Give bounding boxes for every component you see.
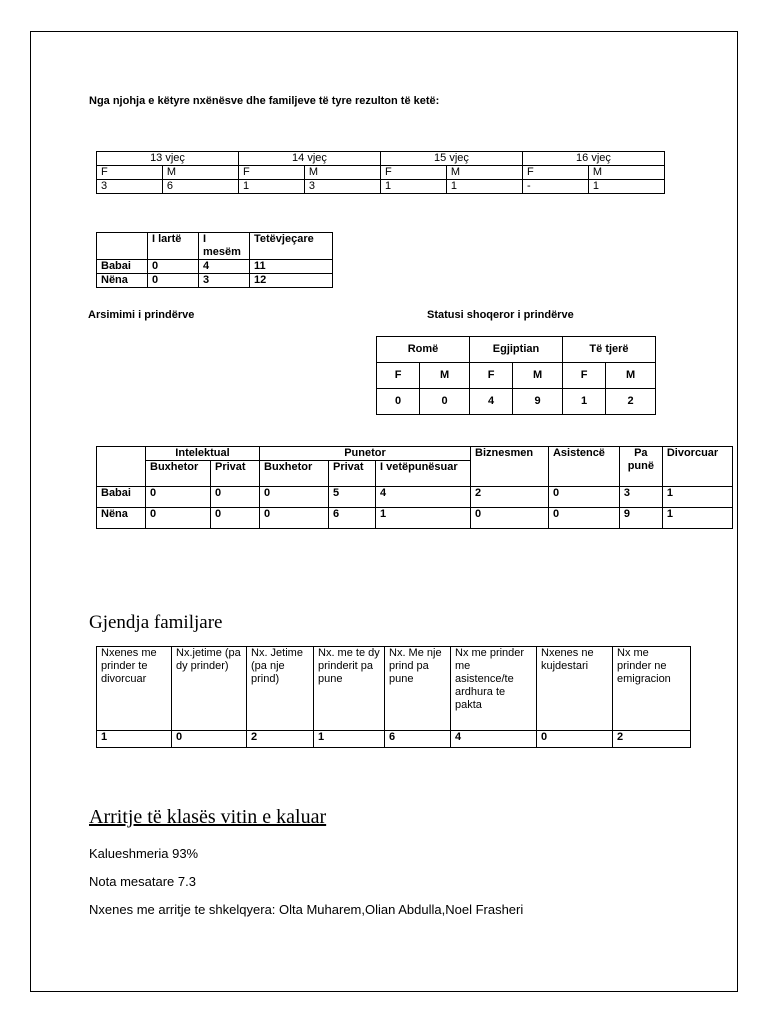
column-header: Pa punë — [619, 447, 662, 487]
table-cell: 0 — [548, 487, 619, 508]
table-cell: 4 — [376, 487, 471, 508]
table-cell: 2 — [471, 487, 549, 508]
column-header: Nx.jetime (pa dy prinder) — [172, 647, 247, 731]
age-value: 3 — [97, 180, 163, 194]
table-cell: 3 — [619, 487, 662, 508]
table-cell: 11 — [250, 260, 333, 274]
table-cell: 0 — [211, 508, 260, 529]
table-cell: 1 — [662, 508, 732, 529]
sex-label: F — [380, 166, 446, 180]
table-cell: 0 — [377, 389, 420, 415]
row-label: Nëna — [97, 274, 148, 288]
table-cell: 6 — [385, 731, 451, 748]
age-header: 14 vjeç — [238, 152, 380, 166]
age-header: 16 vjeç — [522, 152, 664, 166]
table-cell: 4 — [470, 389, 513, 415]
table-cell: 1 — [314, 731, 385, 748]
age-table — [96, 151, 665, 194]
employment-table — [96, 446, 733, 529]
education-caption: Arsimimi i prindërve — [88, 309, 195, 321]
sex-label: F — [238, 166, 304, 180]
family-table — [96, 646, 691, 748]
age-value: - — [522, 180, 588, 194]
table-cell: 1 — [376, 508, 471, 529]
table-cell: 4 — [451, 731, 537, 748]
intro-text: Nga njohja e këtyre nxënësve dhe familjeve të tyre rezulton të ketë: — [89, 95, 440, 107]
table-cell: 6 — [329, 508, 376, 529]
age-value: 1 — [588, 180, 664, 194]
sex-label: F — [470, 363, 513, 389]
sub-header: I vetëpunësuar — [376, 461, 471, 487]
average-grade-text: Nota mesatare 7.3 — [89, 874, 196, 889]
table-cell: 2 — [247, 731, 314, 748]
row-label: Nëna — [97, 508, 146, 529]
table-cell: 0 — [548, 508, 619, 529]
sex-label: F — [97, 166, 163, 180]
sex-label: M — [513, 363, 563, 389]
group-header-punetor: Punetor — [260, 447, 471, 461]
column-header: Biznesmen — [471, 447, 549, 487]
sub-header: Buxhetor — [146, 461, 211, 487]
age-value: 1 — [446, 180, 522, 194]
sex-label: M — [588, 166, 664, 180]
column-header: Nx. me te dy prinderit pa pune — [314, 647, 385, 731]
row-label: Babai — [97, 260, 148, 274]
table-cell — [97, 233, 148, 260]
sex-label: M — [446, 166, 522, 180]
pass-rate-text: Kalueshmeria 93% — [89, 846, 199, 861]
sub-header: Privat — [211, 461, 260, 487]
table-cell — [97, 447, 146, 487]
education-table — [96, 232, 333, 288]
table-cell: 0 — [537, 731, 613, 748]
column-header: Nx me prinder me asistence/te ardhura te pakta — [451, 647, 537, 731]
sex-label: F — [563, 363, 606, 389]
table-cell: 2 — [613, 731, 691, 748]
table-cell: 0 — [146, 508, 211, 529]
table-cell: 0 — [172, 731, 247, 748]
sub-header: Privat — [329, 461, 376, 487]
column-header: Nxenes me prinder te divorcuar — [97, 647, 172, 731]
group-header-intelektual: Intelektual — [146, 447, 260, 461]
age-value: 3 — [304, 180, 380, 194]
table-cell: 0 — [420, 389, 470, 415]
column-header: Nx me prinder ne emigracion — [613, 647, 691, 731]
column-header: Asistencë — [548, 447, 619, 487]
table-cell: 1 — [97, 731, 172, 748]
group-header: Të tjerë — [563, 337, 656, 363]
table-cell: 3 — [199, 274, 250, 288]
social-status-caption: Statusi shoqeror i prindërve — [427, 309, 574, 321]
column-header: I lartë — [148, 233, 199, 260]
age-header: 15 vjeç — [380, 152, 522, 166]
sex-label: M — [162, 166, 238, 180]
excellent-students-text: Nxenes me arritje te shkelqyera: Olta Muharem,Olian Abdulla,Noel Frasheri — [89, 902, 524, 917]
table-cell: 0 — [146, 487, 211, 508]
social-status-table — [376, 336, 656, 415]
table-cell: 5 — [329, 487, 376, 508]
sex-label: M — [304, 166, 380, 180]
row-label: Babai — [97, 487, 146, 508]
group-header: Romë — [377, 337, 470, 363]
column-header: Divorcuar — [662, 447, 732, 487]
achievements-heading: Arritje të klasës vitin e kaluar — [89, 806, 327, 828]
table-cell: 1 — [563, 389, 606, 415]
sub-header: Buxhetor — [260, 461, 329, 487]
table-cell: 9 — [619, 508, 662, 529]
family-heading: Gjendja familjare — [89, 612, 223, 633]
table-cell: 12 — [250, 274, 333, 288]
group-header: Egjiptian — [470, 337, 563, 363]
age-value: 1 — [238, 180, 304, 194]
table-cell: 0 — [260, 508, 329, 529]
table-cell: 9 — [513, 389, 563, 415]
table-cell: 0 — [260, 487, 329, 508]
table-cell: 2 — [606, 389, 656, 415]
table-cell: 0 — [148, 260, 199, 274]
column-header: Nxenes ne kujdestari — [537, 647, 613, 731]
sex-label: F — [522, 166, 588, 180]
age-value: 6 — [162, 180, 238, 194]
table-cell: 0 — [211, 487, 260, 508]
column-header: I mesëm — [199, 233, 250, 260]
column-header: Nx. Jetime (pa nje prind) — [247, 647, 314, 731]
sex-label: M — [606, 363, 656, 389]
table-cell: 0 — [471, 508, 549, 529]
column-header: Tetëvjeçare — [250, 233, 333, 260]
age-header: 13 vjeç — [97, 152, 239, 166]
column-header: Nx. Me nje prind pa pune — [385, 647, 451, 731]
sex-label: M — [420, 363, 470, 389]
age-value: 1 — [380, 180, 446, 194]
table-cell: 0 — [148, 274, 199, 288]
table-cell: 1 — [662, 487, 732, 508]
table-cell: 4 — [199, 260, 250, 274]
sex-label: F — [377, 363, 420, 389]
